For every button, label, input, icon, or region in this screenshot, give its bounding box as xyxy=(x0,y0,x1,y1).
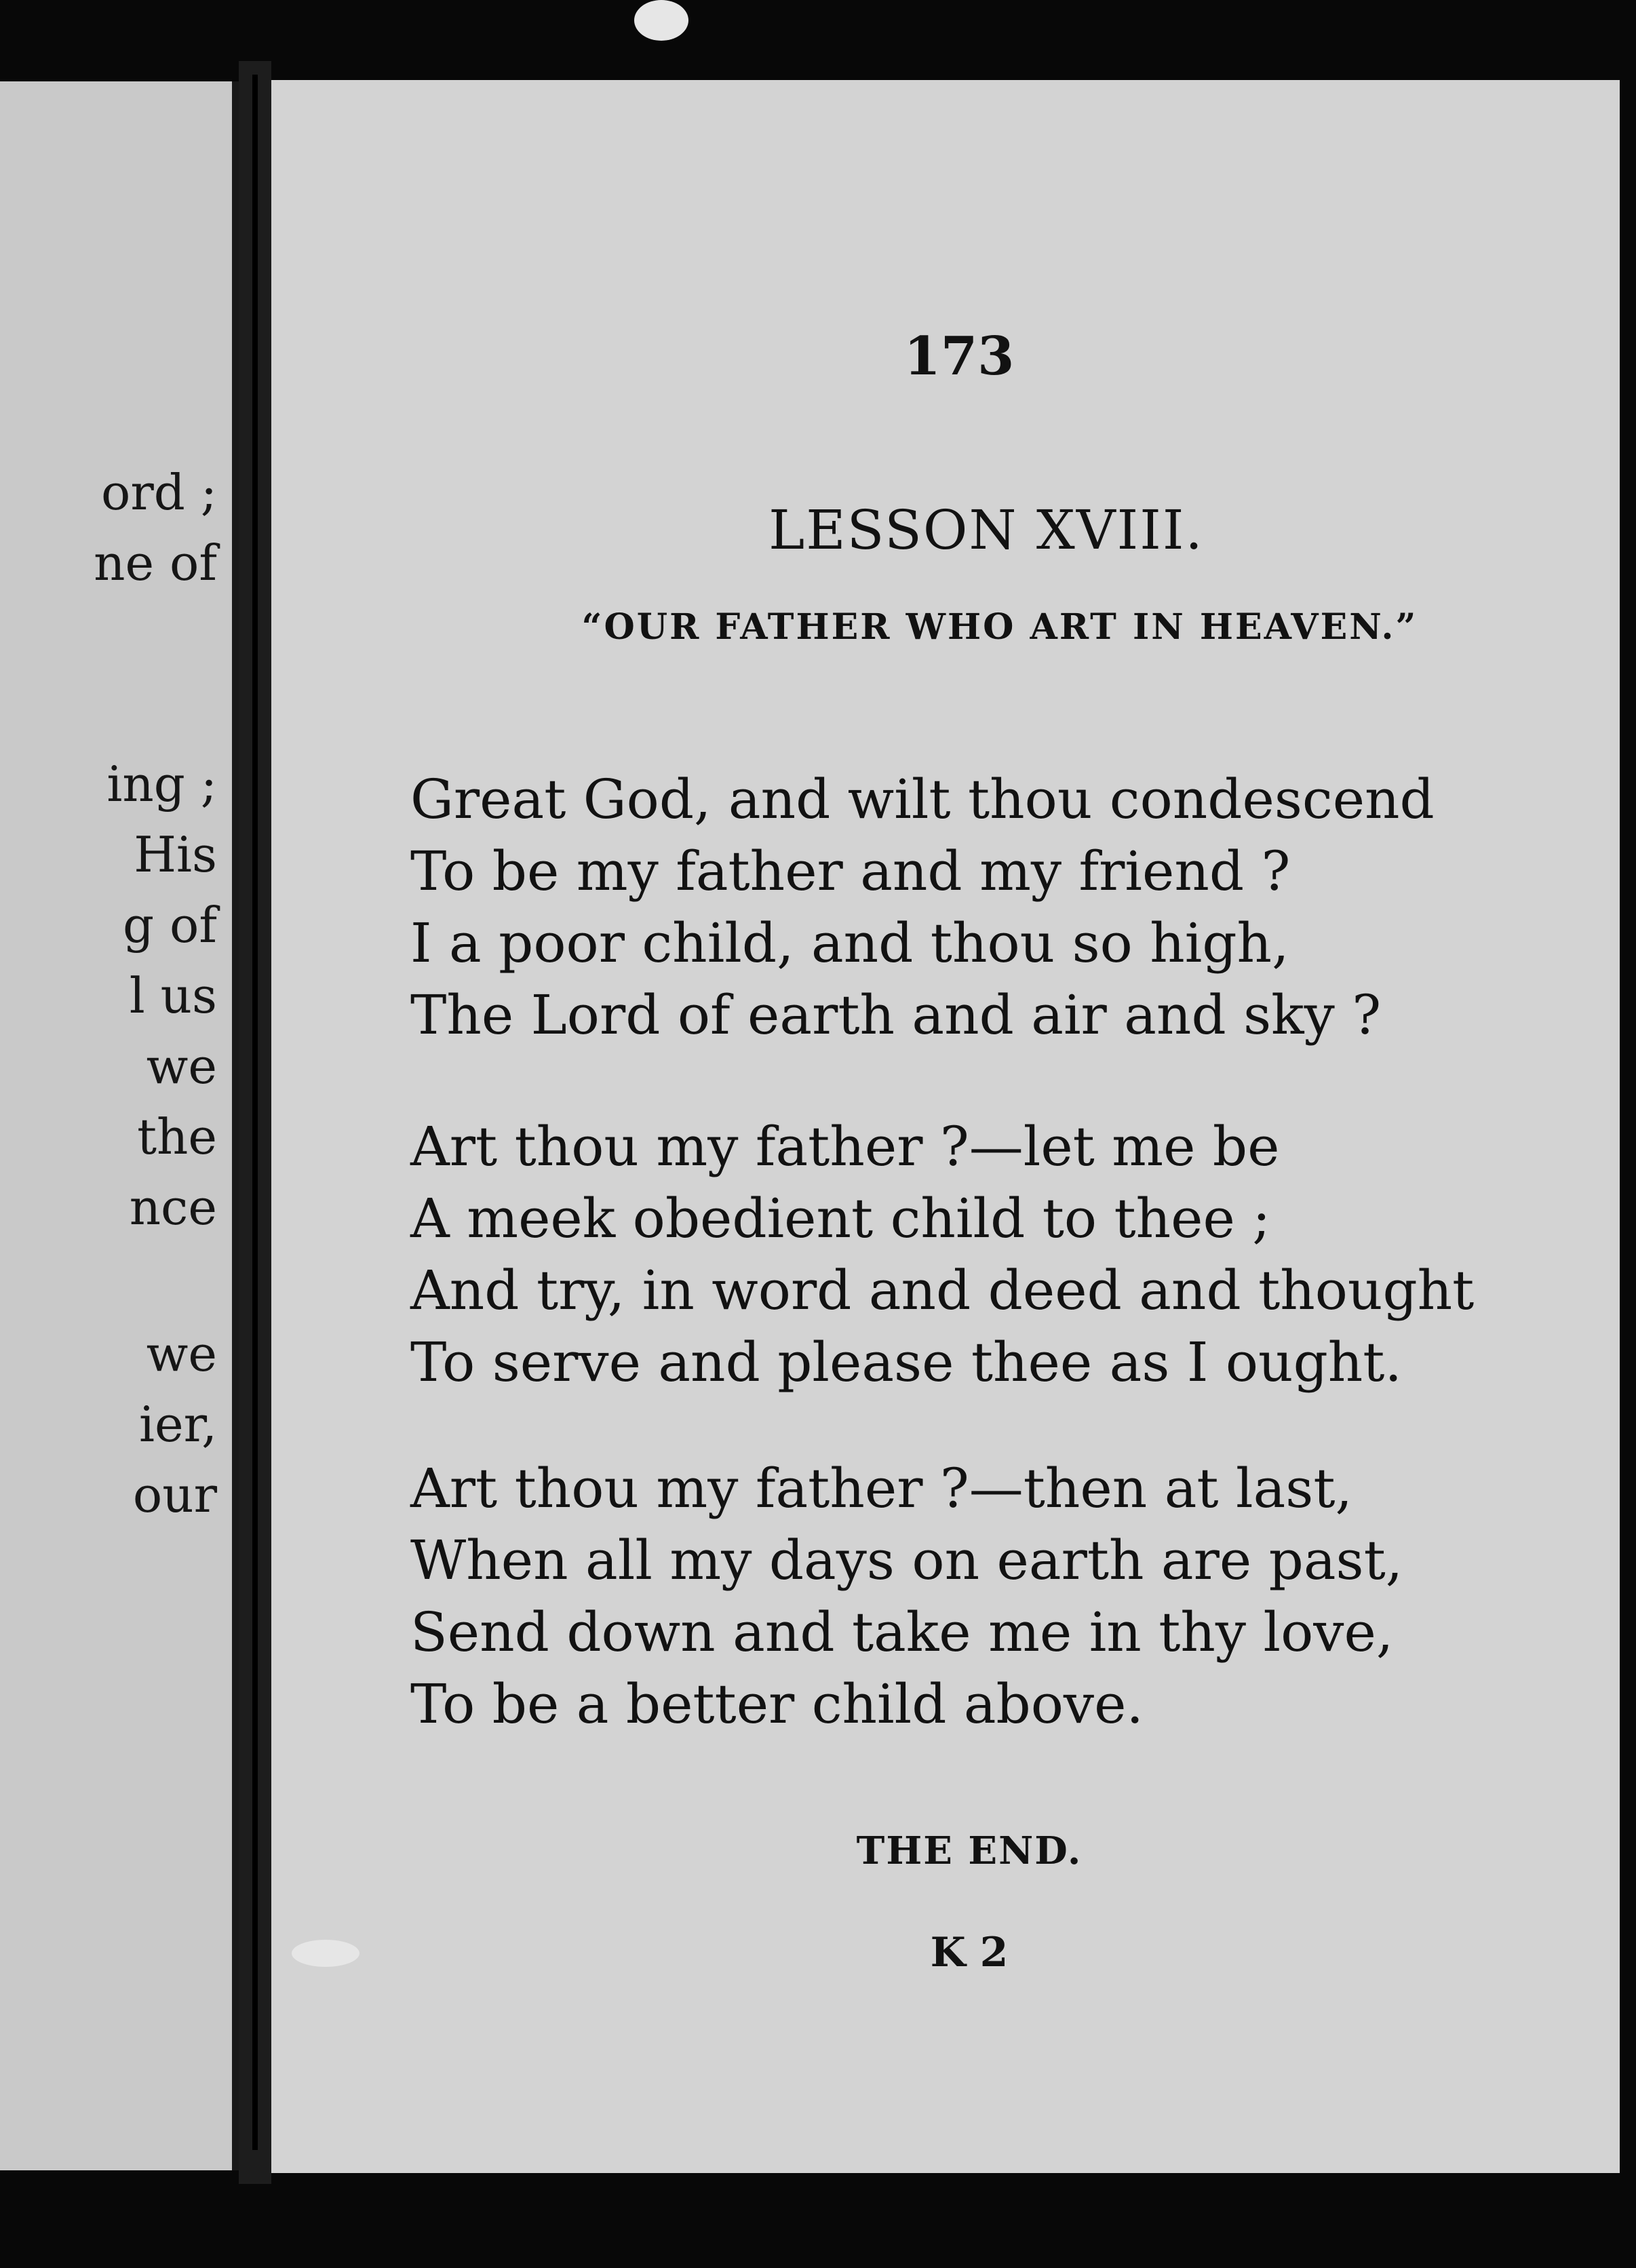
left-fragment: l us xyxy=(129,967,217,1024)
verse-line: To be a better child above. xyxy=(410,1673,1144,1736)
verse-line: To serve and please thee as I ought. xyxy=(410,1331,1402,1394)
left-fragment: we xyxy=(146,1325,217,1382)
verse-line: Art thou my father ?—then at last, xyxy=(410,1457,1352,1520)
verse-line: Send down and take me in thy love, xyxy=(410,1601,1394,1664)
verse-line: Great God, and wilt thou condescend xyxy=(410,768,1435,831)
stanza-1 xyxy=(410,764,1435,1051)
left-fragment: ord ; xyxy=(101,464,217,521)
left-fragment: ing ; xyxy=(106,756,217,813)
verse-line: A meek obedient child to thee ; xyxy=(410,1187,1271,1250)
scan-speck xyxy=(292,1940,359,1967)
verse-line: The Lord of earth and air and sky ? xyxy=(410,983,1382,1047)
left-fragment: g of xyxy=(123,897,217,954)
verse-line: And try, in word and deed and thought xyxy=(410,1259,1475,1322)
verse-line: To be my father and my friend ? xyxy=(410,840,1291,903)
left-fragment: His xyxy=(134,826,217,883)
book-page xyxy=(271,80,1620,2173)
left-fragment: nce xyxy=(129,1179,217,1236)
lesson-title: LESSON XVIII. xyxy=(768,498,1204,562)
verse-line: When all my days on earth are past, xyxy=(410,1529,1403,1592)
left-facing-page xyxy=(0,81,239,2170)
stanza-3 xyxy=(410,1453,1403,1740)
signature-mark: K 2 xyxy=(930,1929,1009,1976)
left-fragment: ier, xyxy=(138,1396,217,1453)
scan-speck xyxy=(634,0,688,41)
page-number: 173 xyxy=(903,326,1015,387)
left-fragment: we xyxy=(146,1038,217,1095)
left-fragment: ne of xyxy=(94,534,217,591)
gutter-line xyxy=(252,75,258,2150)
verse-line: I a poor child, and thou so high, xyxy=(410,912,1289,975)
lesson-subtitle: “OUR FATHER WHO ART IN HEAVEN.” xyxy=(581,606,1418,648)
the-end: THE END. xyxy=(856,1829,1083,1873)
verse-line: Art thou my father ?—let me be xyxy=(410,1115,1280,1178)
left-fragment: our xyxy=(132,1466,217,1523)
left-fragment: the xyxy=(137,1108,217,1165)
stanza-2 xyxy=(410,1111,1474,1399)
